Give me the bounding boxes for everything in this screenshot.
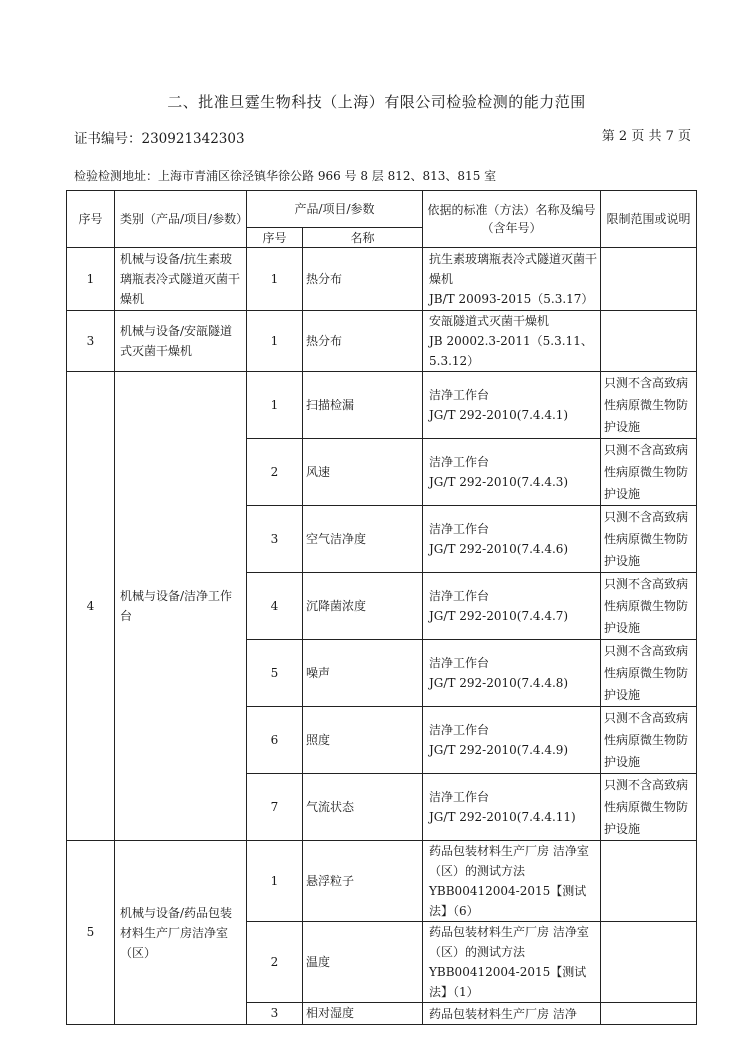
item-name: 气流状态 — [303, 774, 423, 841]
item-standard: 洁净工作台 JG/T 292-2010(7.4.4.8) — [423, 640, 601, 707]
item-limit: 只测不含高致病性病原微生物防护设施 — [601, 439, 697, 506]
capability-table — [66, 190, 697, 1025]
item-name: 扫描检漏 — [303, 372, 423, 439]
group-seq: 1 — [67, 248, 115, 311]
item-no: 1 — [247, 248, 303, 311]
item-name: 热分布 — [303, 311, 423, 372]
item-name: 噪声 — [303, 640, 423, 707]
header-name: 名称 — [303, 228, 423, 248]
header-sub-seq: 序号 — [247, 228, 303, 248]
test-address: 检验检测地址：上海市青浦区徐泾镇华徐公路 966 号 8 层 812、813、815 室 — [74, 169, 497, 183]
item-standard: 药品包装材料生产厂房 洁净室（区）的测试方法 YBB00412004-2015【测试法】（1） — [423, 922, 601, 1003]
header-product-group: 产品/项目/参数 — [247, 191, 423, 228]
certificate-number: 证书编号：230921342303 — [74, 131, 245, 147]
header-limits: 限制范围或说明 — [601, 191, 697, 248]
item-name: 相对湿度 — [303, 1003, 423, 1025]
item-name: 照度 — [303, 707, 423, 774]
table-row — [67, 372, 697, 439]
group-category: 机械与设备/安瓿隧道式灭菌干燥机 — [115, 311, 247, 372]
page-indicator: 第 2 页 共 7 页 — [601, 129, 691, 144]
item-no: 6 — [247, 707, 303, 774]
group-seq: 3 — [67, 311, 115, 372]
item-limit: 只测不含高致病性病原微生物防护设施 — [601, 372, 697, 439]
item-standard: 洁净工作台 JG/T 292-2010(7.4.4.3) — [423, 439, 601, 506]
table-row — [67, 311, 697, 372]
group-seq: 4 — [67, 372, 115, 841]
group-category: 机械与设备/抗生素玻璃瓶表冷式隧道灭菌干燥机 — [115, 248, 247, 311]
item-name: 沉降菌浓度 — [303, 573, 423, 640]
item-limit: 只测不含高致病性病原微生物防护设施 — [601, 506, 697, 573]
item-standard: 安瓿隧道式灭菌干燥机 JB 20002.3-2011（5.3.11、5.3.12） — [423, 311, 601, 372]
item-standard: 洁净工作台 JG/T 292-2010(7.4.4.7) — [423, 573, 601, 640]
item-limit — [601, 1003, 697, 1025]
item-no: 4 — [247, 573, 303, 640]
item-no: 1 — [247, 372, 303, 439]
item-limit — [601, 922, 697, 1003]
item-no: 2 — [247, 439, 303, 506]
header-seq: 序号 — [67, 191, 115, 248]
item-name: 悬浮粒子 — [303, 841, 423, 922]
header-standard: 依据的标准（方法）名称及编号（含年号） — [423, 191, 601, 248]
item-limit — [601, 248, 697, 311]
item-no: 3 — [247, 506, 303, 573]
item-limit — [601, 841, 697, 922]
header-category: 类别（产品/项目/参数） — [115, 191, 247, 248]
item-standard: 洁净工作台 JG/T 292-2010(7.4.4.11) — [423, 774, 601, 841]
group-seq: 5 — [67, 841, 115, 1025]
item-limit: 只测不含高致病性病原微生物防护设施 — [601, 573, 697, 640]
item-limit: 只测不含高致病性病原微生物防护设施 — [601, 774, 697, 841]
document-title: 二、批准旦霆生物科技（上海）有限公司检验检测的能力范围 — [167, 93, 586, 111]
item-standard: 洁净工作台 JG/T 292-2010(7.4.4.9) — [423, 707, 601, 774]
item-limit — [601, 311, 697, 372]
table-row — [67, 841, 697, 922]
item-name: 风速 — [303, 439, 423, 506]
group-category: 机械与设备/洁净工作台 — [115, 372, 247, 841]
item-standard: 药品包装材料生产厂房 洁净 — [423, 1003, 601, 1025]
item-no: 1 — [247, 311, 303, 372]
item-name: 温度 — [303, 922, 423, 1003]
item-name: 热分布 — [303, 248, 423, 311]
item-no: 7 — [247, 774, 303, 841]
item-limit: 只测不含高致病性病原微生物防护设施 — [601, 640, 697, 707]
item-standard: 药品包装材料生产厂房 洁净室（区）的测试方法 YBB00412004-2015【测试法】（6） — [423, 841, 601, 922]
item-limit: 只测不含高致病性病原微生物防护设施 — [601, 707, 697, 774]
item-standard: 抗生素玻璃瓶表冷式隧道灭菌干燥机 JB/T 20093-2015（5.3.17） — [423, 248, 601, 311]
item-no: 1 — [247, 841, 303, 922]
item-standard: 洁净工作台 JG/T 292-2010(7.4.4.1) — [423, 372, 601, 439]
table-row — [67, 248, 697, 311]
item-name: 空气洁净度 — [303, 506, 423, 573]
item-no: 2 — [247, 922, 303, 1003]
item-no: 3 — [247, 1003, 303, 1025]
item-no: 5 — [247, 640, 303, 707]
group-category: 机械与设备/药品包装材料生产厂房洁净室（区） — [115, 841, 247, 1025]
item-standard: 洁净工作台 JG/T 292-2010(7.4.4.6) — [423, 506, 601, 573]
